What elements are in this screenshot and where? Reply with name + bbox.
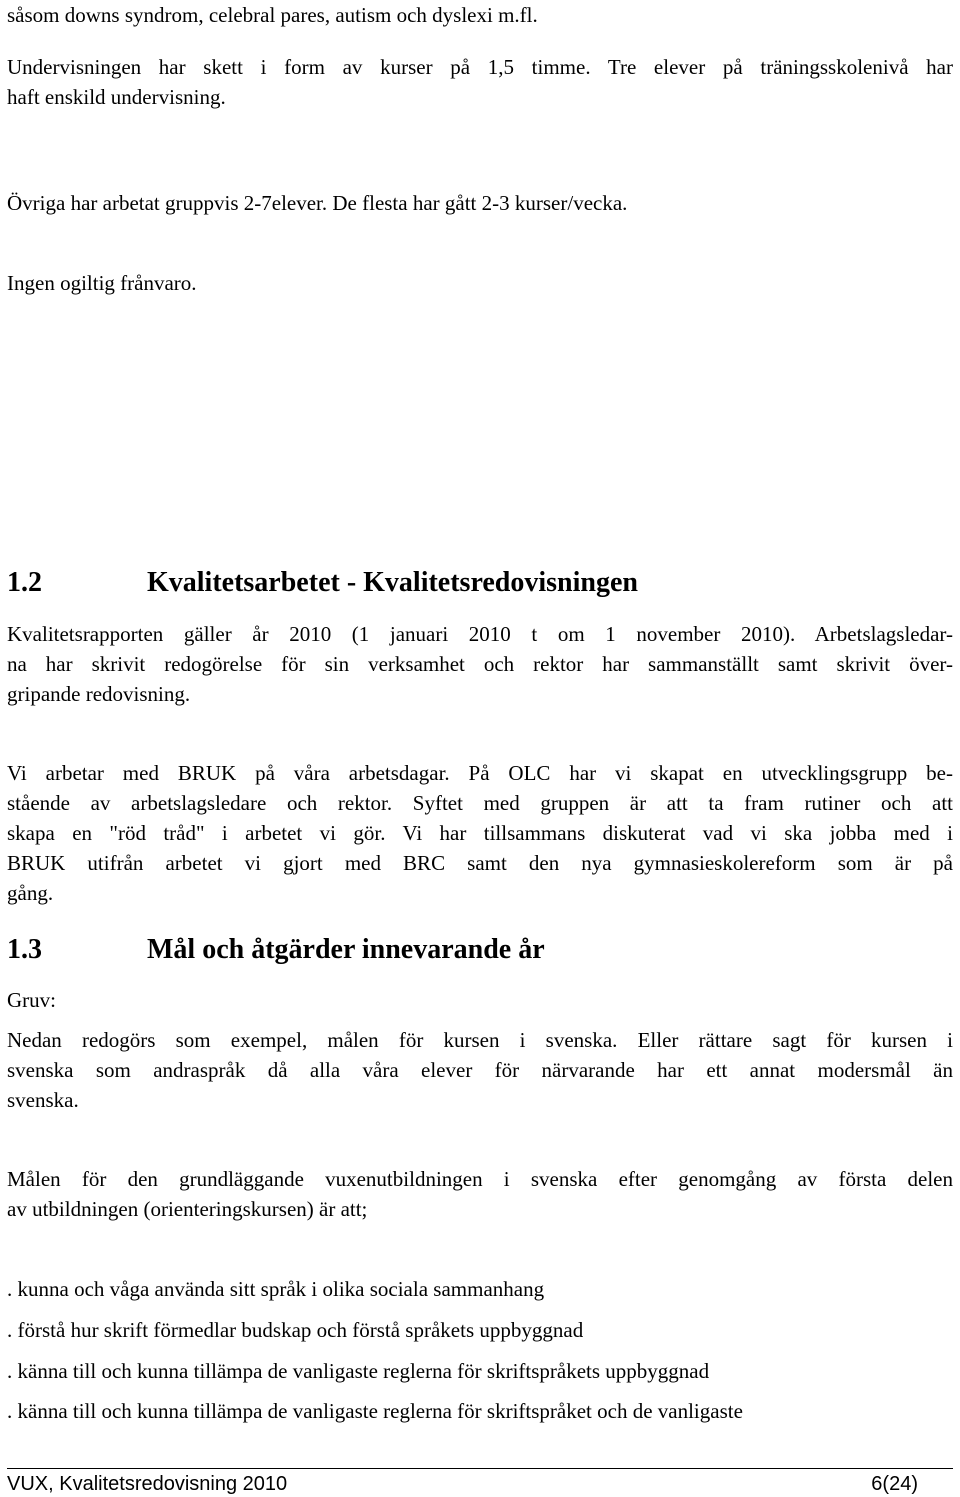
- section-heading-1-3: [7, 933, 545, 967]
- section-1-2-paragraph-1-line-2: na har skrivit redogörelse för sin verksamhet och rektor har sammanställt samt skrivit över-: [7, 652, 953, 676]
- goal-list-item: . förstå hur skrift förmedlar budskap och förstå språkets uppbyggnad: [7, 1318, 584, 1342]
- section-1-2-paragraph-2-line-1: Vi arbetar med BRUK på våra arbetsdagar. På OLC har vi skapat en utvecklingsgrupp be-: [7, 761, 953, 785]
- intro-continuation-line: såsom downs syndrom, celebral pares, autism och dyslexi m.fl.: [7, 3, 538, 27]
- section-1-2-paragraph-1-line-3: gripande redovisning.: [7, 682, 191, 706]
- section-1-3-paragraph-2-line-2: av utbildningen (orienteringskursen) är att;: [7, 1197, 368, 1221]
- intro-paragraph-1-line-1: Undervisningen har skett i form av kurser på 1,5 timme. Tre elever på träningsskolenivå har: [7, 55, 953, 79]
- intro-paragraph-1-line-2: haft enskild undervisning.: [7, 85, 226, 109]
- footer-divider: [7, 1468, 953, 1469]
- footer-title: VUX, Kvalitetsredovisning 2010: [7, 1473, 288, 1495]
- intro-paragraph-2: Övriga har arbetat gruppvis 2-7elever. De flesta har gått 2-3 kurser/vecka.: [7, 191, 628, 215]
- section-1-2-paragraph-1-line-1: Kvalitetsrapporten gäller år 2010 (1 januari 2010 t om 1 november 2010). Arbetslagsledar-: [7, 622, 953, 646]
- section-1-2-paragraph-2-line-2: stående av arbetslagsledare och rektor. Syftet med gruppen är att ta fram rutiner och att: [7, 791, 953, 815]
- section-1-3-paragraph-1-line-2: svenska som andraspråk då alla våra elever för närvarande har ett annat modersmål än: [7, 1058, 953, 1082]
- section-number: 1.2: [7, 567, 42, 598]
- section-heading-1-2: [7, 566, 638, 600]
- section-1-2-paragraph-2-line-3: skapa en "röd tråd" i arbetet vi gör. Vi har tillsammans diskuterat vad vi ska jobba med i: [7, 821, 953, 845]
- section-title: Kvalitetsarbetet - Kvalitetsredovisningen: [147, 567, 638, 598]
- page-number: 6(24): [871, 1473, 918, 1495]
- section-number: 1.3: [7, 934, 42, 965]
- section-1-3-paragraph-1-line-1: Nedan redogörs som exempel, målen för kursen i svenska. Eller rättare sagt för kursen i: [7, 1028, 953, 1052]
- section-1-2-paragraph-2-line-5: gång.: [7, 881, 54, 905]
- section-title: Mål och åtgärder innevarande år: [147, 934, 545, 965]
- section-1-2-paragraph-2-line-4: BRUK utifrån arbetet vi gjort med BRC samt den nya gymnasieskolereform som är på: [7, 851, 953, 875]
- goal-list-item: . känna till och kunna tillämpa de vanligaste reglerna för skriftspråket och de vanligaste: [7, 1399, 743, 1423]
- section-1-3-subheading: Gruv:: [7, 988, 56, 1012]
- goal-list-item: . känna till och kunna tillämpa de vanligaste reglerna för skriftspråkets uppbyggnad: [7, 1359, 710, 1383]
- section-1-3-paragraph-2-line-1: Målen för den grundläggande vuxenutbildningen i svenska efter genomgång av första delen: [7, 1167, 953, 1191]
- goal-list-item: . kunna och våga använda sitt språk i olika sociala sammanhang: [7, 1277, 545, 1301]
- intro-paragraph-3: Ingen ogiltig frånvaro.: [7, 271, 197, 295]
- section-1-3-paragraph-1-line-3: svenska.: [7, 1088, 79, 1112]
